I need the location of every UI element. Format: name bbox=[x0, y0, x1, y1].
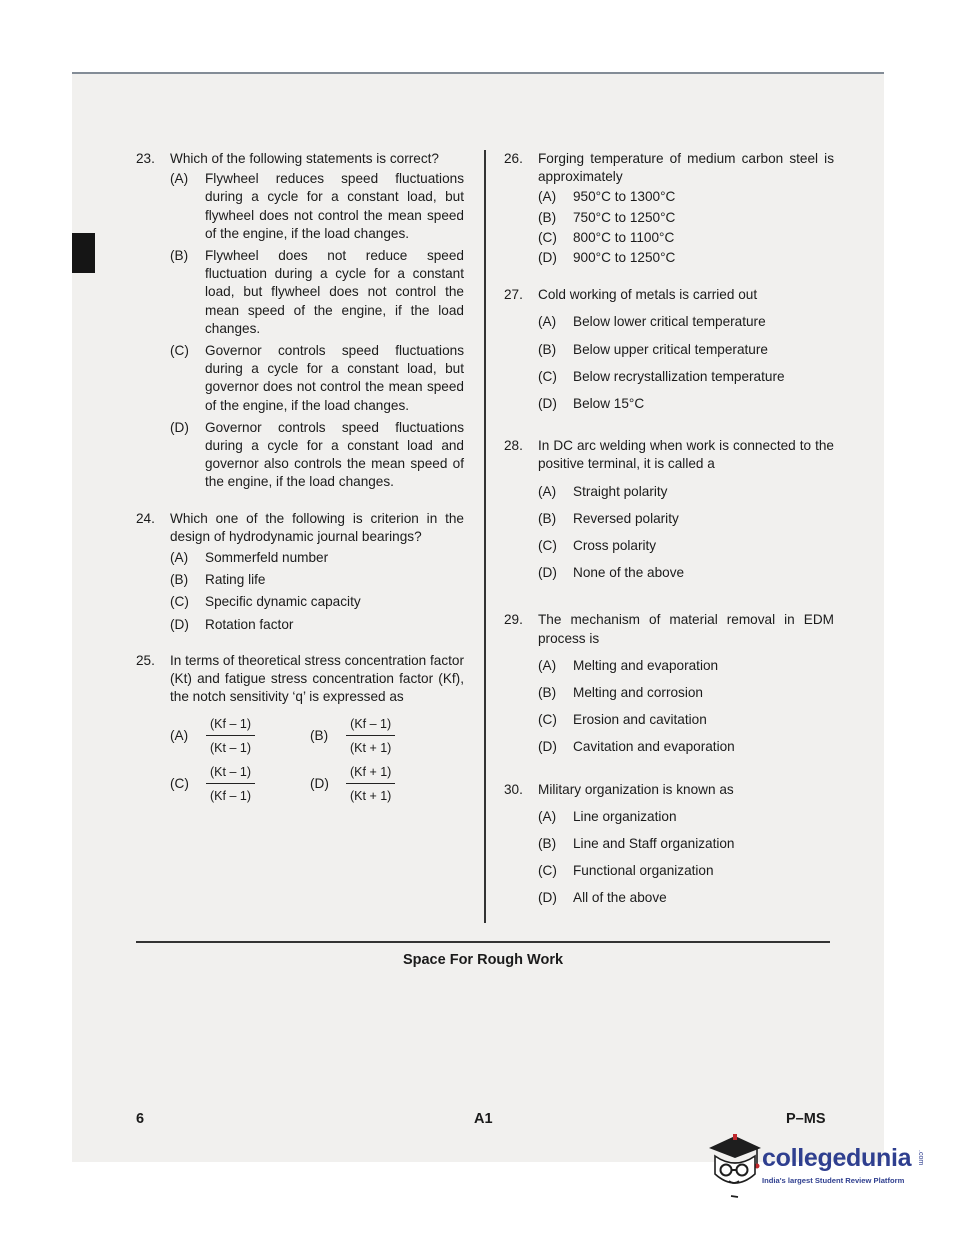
question-number: 26. bbox=[504, 151, 523, 166]
option-label: (D) bbox=[538, 250, 557, 266]
option-b bbox=[538, 835, 834, 853]
question-text: In terms of theoretical stress concentration factor (Kt) and fatigue stress concentration factor (Kf), the notch sensitivity ‘q’ is expressed as bbox=[170, 652, 464, 705]
option-d bbox=[170, 419, 464, 492]
fraction-numerator: (Kf + 1) bbox=[346, 764, 395, 784]
option-text: 750°C to 1250°C bbox=[573, 209, 676, 225]
option-label: (C) bbox=[538, 538, 557, 554]
option-text: Erosion and cavitation bbox=[573, 712, 707, 728]
registration-mark bbox=[72, 233, 95, 273]
option-c bbox=[170, 764, 310, 804]
option-label: (D) bbox=[310, 776, 329, 792]
question-number: 28. bbox=[504, 438, 523, 454]
option-b bbox=[538, 209, 834, 227]
option-label: (A) bbox=[170, 550, 189, 566]
option-text: Melting and evaporation bbox=[573, 657, 719, 673]
option-label: (C) bbox=[538, 229, 557, 245]
option-label: (C) bbox=[170, 343, 189, 359]
option-d bbox=[170, 616, 464, 634]
option-text: Melting and corrosion bbox=[573, 685, 703, 701]
option-label: (D) bbox=[170, 616, 189, 632]
option-a bbox=[538, 313, 834, 331]
question-23 bbox=[136, 150, 464, 492]
column-divider bbox=[484, 150, 486, 923]
question-30 bbox=[504, 781, 834, 908]
option-b bbox=[170, 247, 464, 338]
option-text: Specific dynamic capacity bbox=[205, 594, 361, 610]
option-c bbox=[538, 537, 834, 555]
option-label: (C) bbox=[538, 368, 557, 384]
option-text: Flywheel reduces speed fluctuations during a cycle for a constant load, but flywheel does not control the mean speed of the engine, if the load changes. bbox=[205, 171, 464, 241]
option-b bbox=[538, 510, 834, 528]
option-text: Line organization bbox=[573, 808, 677, 824]
option-text: Sommerfeld number bbox=[205, 550, 329, 566]
option-b bbox=[538, 341, 834, 359]
option-text: Line and Staff organization bbox=[573, 836, 735, 852]
fraction-denominator: (Kt + 1) bbox=[350, 741, 392, 756]
option-text: Below lower critical temperature bbox=[573, 314, 766, 330]
fraction-numerator: (Kf – 1) bbox=[346, 716, 395, 736]
option-label: (D) bbox=[538, 396, 557, 412]
option-label: (C) bbox=[170, 776, 189, 792]
rough-work-heading: Space For Rough Work bbox=[402, 952, 564, 968]
option-text: Reversed polarity bbox=[573, 510, 679, 526]
question-24 bbox=[136, 510, 464, 634]
brand-tagline: India's largest Student Review Platform bbox=[762, 1176, 905, 1185]
option-label: (B) bbox=[538, 836, 557, 852]
option-d bbox=[538, 395, 834, 413]
option-c bbox=[170, 342, 464, 415]
option-label: (C) bbox=[538, 712, 557, 728]
paper-code: P–MS bbox=[786, 1111, 826, 1127]
option-label: (D) bbox=[170, 419, 189, 435]
option-c bbox=[538, 229, 834, 247]
left-column bbox=[136, 150, 464, 804]
option-text: 900°C to 1250°C bbox=[573, 250, 676, 266]
option-label: (A) bbox=[538, 657, 557, 673]
question-text: Military organization is known as bbox=[538, 781, 734, 797]
option-text: Governor controls speed fluctuations during a cycle for a constant load and governor also controls the mean speed of the engine, if the load changes. bbox=[205, 419, 464, 490]
question-number: 30. bbox=[504, 781, 523, 797]
option-label: (B) bbox=[310, 728, 329, 744]
option-a bbox=[538, 657, 834, 675]
option-text: None of the above bbox=[573, 565, 685, 581]
question-26 bbox=[504, 150, 834, 267]
option-label: (A) bbox=[170, 728, 189, 744]
option-text: Straight polarity bbox=[573, 483, 668, 499]
option-b bbox=[538, 684, 834, 702]
right-column bbox=[504, 150, 834, 908]
option-text: Rating life bbox=[205, 572, 266, 588]
section-rule bbox=[136, 941, 830, 943]
option-label: (D) bbox=[538, 565, 557, 581]
question-number: 24. bbox=[136, 510, 155, 526]
option-d bbox=[310, 764, 450, 804]
question-number: 23. bbox=[136, 151, 155, 166]
option-c bbox=[538, 368, 834, 386]
collegedunia-logo bbox=[705, 1130, 935, 1200]
option-text: Cavitation and evaporation bbox=[573, 739, 735, 755]
fraction bbox=[206, 716, 255, 756]
option-a bbox=[538, 188, 834, 206]
option-d bbox=[538, 738, 834, 756]
option-label: (B) bbox=[170, 248, 189, 264]
option-text: Flywheel does not reduce speed fluctuation during a cycle for a constant load, but flywheel does not control the mean speed of the engine, if the load changes. bbox=[205, 248, 464, 336]
option-text: Rotation factor bbox=[205, 616, 294, 632]
fraction-denominator: (Kt + 1) bbox=[350, 789, 392, 804]
fraction-numerator: (Kf – 1) bbox=[206, 716, 255, 736]
option-d bbox=[538, 564, 834, 582]
fraction bbox=[346, 716, 395, 756]
option-text: Cross polarity bbox=[573, 538, 657, 554]
option-label: (C) bbox=[538, 863, 557, 879]
brand-name: collegedunia bbox=[762, 1144, 912, 1172]
page-number: 6 bbox=[136, 1111, 145, 1127]
fraction-denominator: (Kf – 1) bbox=[210, 789, 251, 804]
scan-top-edge bbox=[72, 72, 884, 74]
option-c bbox=[170, 593, 464, 611]
option-text: All of the above bbox=[573, 890, 667, 906]
option-label: (B) bbox=[538, 510, 557, 526]
option-c bbox=[538, 711, 834, 729]
mascot-icon bbox=[705, 1130, 763, 1200]
question-text: Which one of the following is criterion in the design of hydrodynamic journal bearings? bbox=[170, 510, 464, 544]
option-label: (A) bbox=[170, 171, 189, 187]
option-label: (A) bbox=[538, 808, 557, 824]
option-a bbox=[170, 549, 464, 567]
option-a bbox=[538, 808, 834, 826]
question-text: Forging temperature of medium carbon steel is approximately bbox=[538, 151, 834, 185]
option-a bbox=[170, 170, 464, 243]
fraction-denominator: (Kt – 1) bbox=[210, 741, 251, 756]
question-text: Cold working of metals is carried out bbox=[538, 287, 758, 303]
question-text: Which of the following statements is correct? bbox=[170, 151, 439, 166]
option-d bbox=[538, 889, 834, 907]
option-label: (A) bbox=[538, 483, 557, 499]
option-text: 800°C to 1100°C bbox=[573, 229, 675, 245]
question-29 bbox=[504, 611, 834, 756]
option-label: (C) bbox=[170, 594, 189, 610]
option-text: 950°C to 1300°C bbox=[573, 189, 676, 205]
option-label: (D) bbox=[538, 890, 557, 906]
option-b bbox=[170, 571, 464, 589]
option-text: Governor controls speed fluctuations during a cycle for a constant load, but governor does not control the mean speed of the engine, if the load changes. bbox=[205, 343, 464, 413]
option-a bbox=[538, 483, 834, 501]
option-label: (B) bbox=[538, 341, 557, 357]
option-label: (A) bbox=[538, 314, 557, 330]
question-text: The mechanism of material removal in EDM process is bbox=[538, 612, 834, 646]
question-number: 27. bbox=[504, 287, 523, 303]
option-text: Below recrystallization temperature bbox=[573, 368, 785, 384]
brand-suffix: .com bbox=[917, 1150, 924, 1166]
question-27 bbox=[504, 286, 834, 413]
fraction bbox=[346, 764, 395, 804]
option-label: (D) bbox=[538, 739, 557, 755]
fraction-numerator: (Kt – 1) bbox=[206, 764, 255, 784]
question-number: 29. bbox=[504, 612, 523, 628]
fraction bbox=[206, 764, 255, 804]
option-label: (B) bbox=[170, 572, 189, 588]
option-d bbox=[538, 249, 834, 267]
option-a bbox=[170, 716, 310, 756]
option-label: (B) bbox=[538, 209, 557, 225]
booklet-set: A1 bbox=[474, 1111, 493, 1127]
option-label: (A) bbox=[538, 189, 557, 205]
option-text: Below 15°C bbox=[573, 396, 645, 412]
option-text: Functional organization bbox=[573, 863, 714, 879]
question-25 bbox=[136, 652, 464, 805]
option-c bbox=[538, 862, 834, 880]
option-label: (B) bbox=[538, 685, 557, 701]
option-text: Below upper critical temperature bbox=[573, 341, 768, 357]
question-text: In DC arc welding when work is connected to the positive terminal, it is called a bbox=[538, 438, 834, 472]
question-number: 25. bbox=[136, 652, 155, 668]
question-28 bbox=[504, 437, 834, 582]
option-b bbox=[310, 716, 450, 756]
